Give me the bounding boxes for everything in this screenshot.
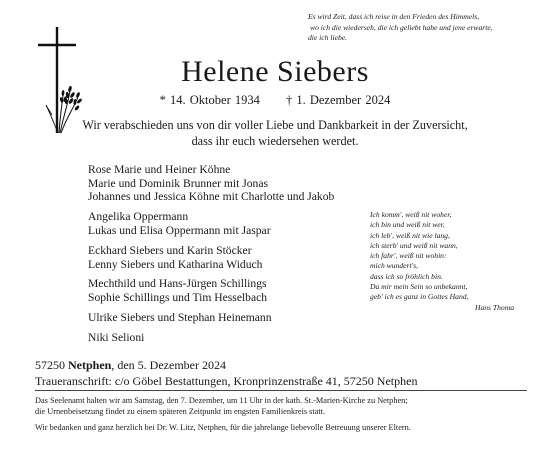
top-quote-line: wo ich die wiederseh, die ich geliebt habe und jene erwarte, xyxy=(310,22,493,32)
top-quote xyxy=(308,12,540,44)
mourner-group xyxy=(88,331,358,345)
mourner-group xyxy=(88,277,358,304)
poem xyxy=(370,210,540,313)
poem-author: Hans Thoma xyxy=(474,302,514,312)
divider xyxy=(35,390,527,391)
poem-line: mich wundert's, xyxy=(370,261,419,271)
mourner-group xyxy=(88,311,358,325)
date-text: , den 5. Dezember 2024 xyxy=(111,358,226,372)
mourner-group xyxy=(88,244,358,271)
poem-line: ich leb', weiß nit wie lang, xyxy=(370,230,450,240)
city-name: Netphen xyxy=(68,358,112,372)
mourner-line: Angelika Oppermann xyxy=(88,210,189,224)
poem-line: ich bin und weiß nit wer, xyxy=(370,220,445,230)
intro-line: Wir verabschieden uns von dir voller Liebe und Dankbarkeit in der Zuversicht, xyxy=(82,118,468,132)
thanks-line: Wir bedanken und ganz herzlich bei Dr. W. Litz, Netphen, für die jahrelange liebevolle Betreuung unserer Eltern. xyxy=(35,423,411,432)
intro-line: dass ihr euch wiedersehen werdet. xyxy=(191,134,359,148)
poem-line: dass ich so fröhlich bin. xyxy=(370,271,443,281)
mourner-line: Niki Selioni xyxy=(88,330,145,344)
deceased-name: Helene Siebers xyxy=(181,55,369,88)
note-line: Das Seelenamt halten wir am Samstag, den 7. Dezember, um 11 Uhr in der kath. St.-Marien-Kirche zu Netphen; xyxy=(35,396,408,405)
mourning-address: Traueranschrift: c/o Göbel Bestattungen, Kronprinzenstraße 41, 57250 Netphen xyxy=(35,374,418,388)
birth-date: * 14. Oktober 1934 xyxy=(159,93,260,107)
poem-line: Ich komm', weiß nit woher, xyxy=(370,210,452,219)
mourners-list xyxy=(88,163,358,351)
mourner-group xyxy=(88,163,358,204)
death-date: † 1. Dezember 2024 xyxy=(285,93,391,107)
place-and-date xyxy=(35,358,226,372)
mourner-line: Marie und Dominik Brunner mit Jonas xyxy=(88,176,269,190)
poem-line: geb' ich es ganz in Gottes Hand, xyxy=(370,292,469,302)
mourner-line: Sophie Schillings und Tim Hesselbach xyxy=(88,291,268,305)
note-line: die Urnenbeisetzung findet zu einem späteren Zeitpunkt im engsten Familienkreis statt. xyxy=(35,407,326,416)
postcode: 57250 xyxy=(35,358,65,372)
life-dates xyxy=(0,92,550,108)
poem-line: ich sterb' und weiß nit wann, xyxy=(370,240,458,250)
mourner-line: Eckhard Siebers und Karin Stöcker xyxy=(88,243,252,257)
top-quote-line: die ich liebe. xyxy=(308,33,348,43)
mourner-line: Lenny Siebers und Katharina Widuch xyxy=(88,257,263,271)
intro-text xyxy=(0,117,550,149)
poem-line: Da mir mein Sein so unbekannt, xyxy=(370,282,468,292)
mourner-line: Mechthild und Hans-Jürgen Schillings xyxy=(88,277,267,291)
mourner-line: Johannes und Jessica Köhne mit Charlotte und Jakob xyxy=(88,190,335,204)
top-quote-line: Es wird Zeit, dass ich reise in den Frieden des Himmels, xyxy=(308,12,480,21)
mourner-line: Ulrike Siebers und Stephan Heinemann xyxy=(88,311,272,325)
poem-line: ich fahr', weiß nit wohin: xyxy=(370,251,447,261)
service-notes xyxy=(35,395,535,433)
mourner-line: Rose Marie und Heiner Köhne xyxy=(88,163,231,176)
mourner-group xyxy=(88,210,358,237)
mourner-line: Lukas und Elisa Oppermann mit Jaspar xyxy=(88,224,271,237)
